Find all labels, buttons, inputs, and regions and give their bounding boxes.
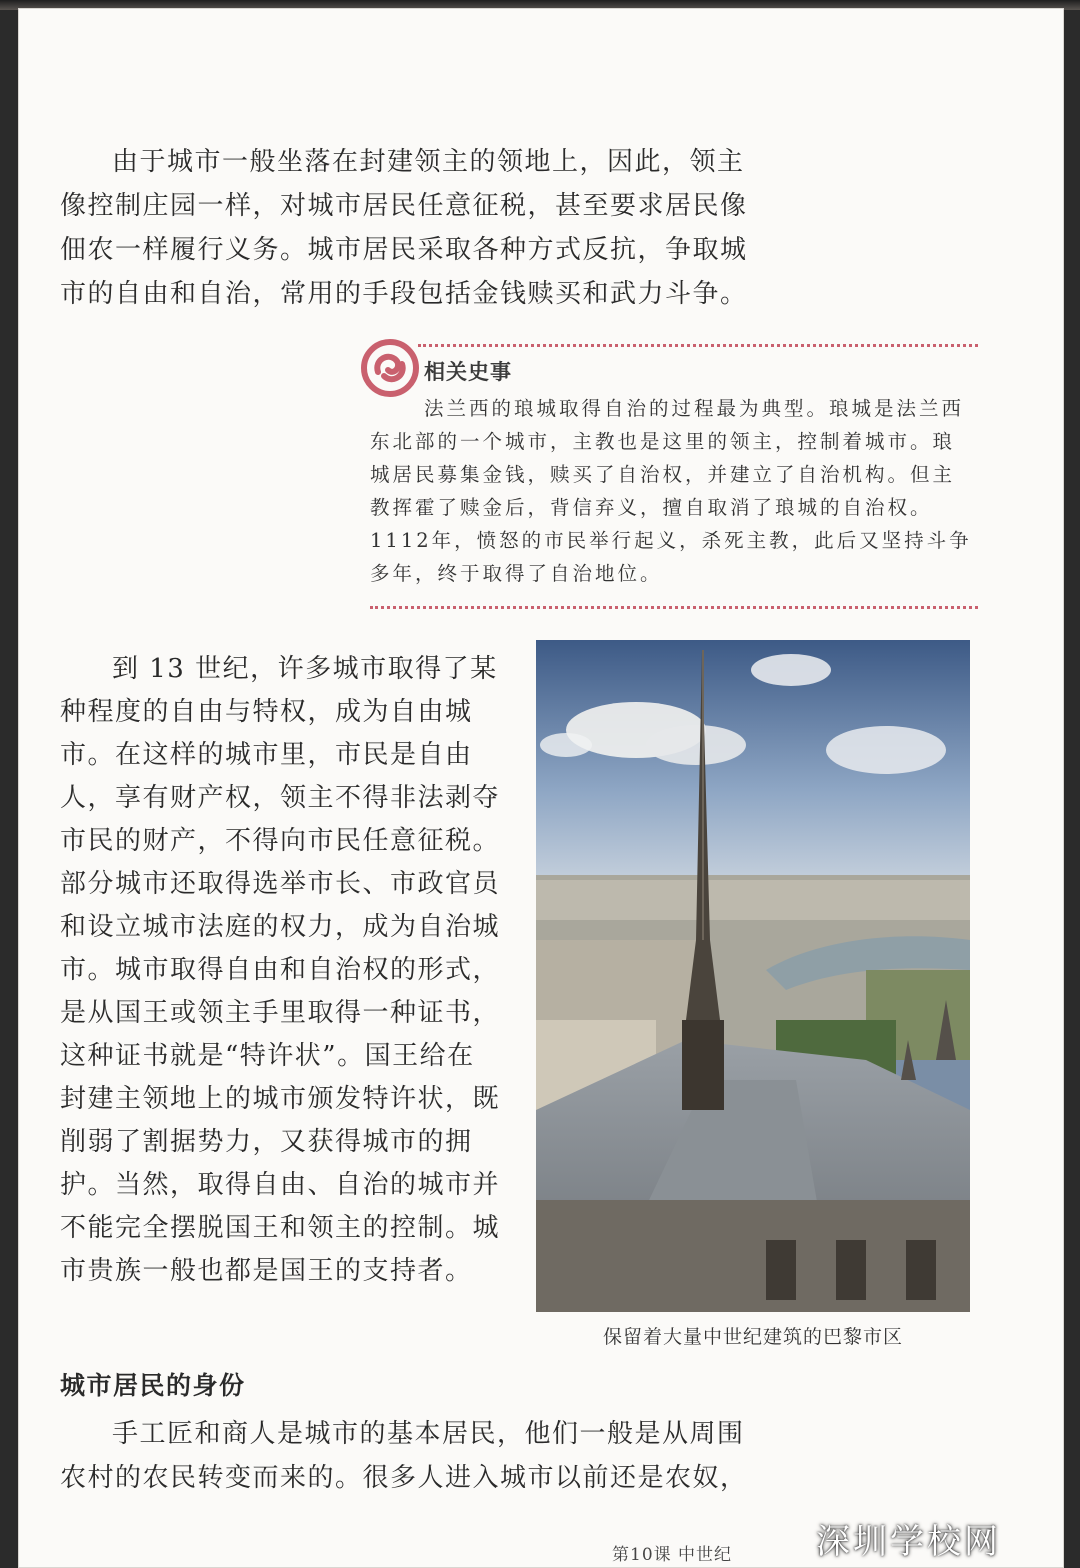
box-top-divider	[418, 344, 978, 347]
related-history-box	[358, 336, 978, 610]
related-history-title: 相关史事	[424, 360, 512, 384]
swirl-icon	[360, 338, 420, 398]
section-heading-city-residents: 城市居民的身份	[60, 1371, 246, 1400]
related-history-text: 法兰西的琅城取得自治的过程最为典型。琅城是法兰西东北部的一个城市，主教也是这里的领主，控制着城市。琅城居民募集金钱，赎买了自治权，并建立了自治机构。但主教挥霍了赎金后，背信弃义，擅自取消了琅城的自治权。1112年，愤怒的市民举行起义，杀死主教，此后又坚持斗争多年，终于取得了自治地位。	[370, 397, 972, 585]
paragraph-city-residents: 手工匠和商人是城市的基本居民，他们一般是从周围农村的农民转变而来的。很多人进入城市以前还是农奴，	[60, 1419, 748, 1493]
page-footer: 第10课 中世纪	[612, 1545, 733, 1565]
paragraph-city-taxation: 由于城市一般坐落在封建领主的领地上，因此，领主像控制庄园一样，对城市居民任意征税，甚至要求居民像佃农一样履行义务。城市居民采取各种方式反抗，争取城市的自由和自治，常用的手段包括金钱赎买和武力斗争。	[60, 147, 748, 309]
box-bottom-divider	[370, 606, 978, 609]
paris-cathedral-illustration	[536, 640, 970, 1312]
paris-cathedral-photo	[536, 640, 970, 1312]
paragraph-free-cities: 到 13 世纪，许多城市取得了某种程度的自由与特权，成为自由城市。在这样的城市里，市民是自由人，享有财产权，领主不得非法剥夺市民的财产，不得向市民任意征税。部分城市还取得选举市长、市政官员和设立城市法庭的权力，成为自治城市。城市取得自由和自治权的形式，是从国王或领主手里取得一种证书，这种证书就是“特许状”。国王给在封建主领地上的城市颁发特许状，既削弱了割据势力，又获得城市的拥护。当然，取得自由、自治的城市并不能完全摆脱国王和领主的控制。城市贵族一般也都是国王的支持者。	[60, 654, 501, 1286]
watermark: 深圳学校网	[816, 1522, 1001, 1562]
photo-caption: 保留着大量中世纪建筑的巴黎市区	[602, 1326, 903, 1348]
